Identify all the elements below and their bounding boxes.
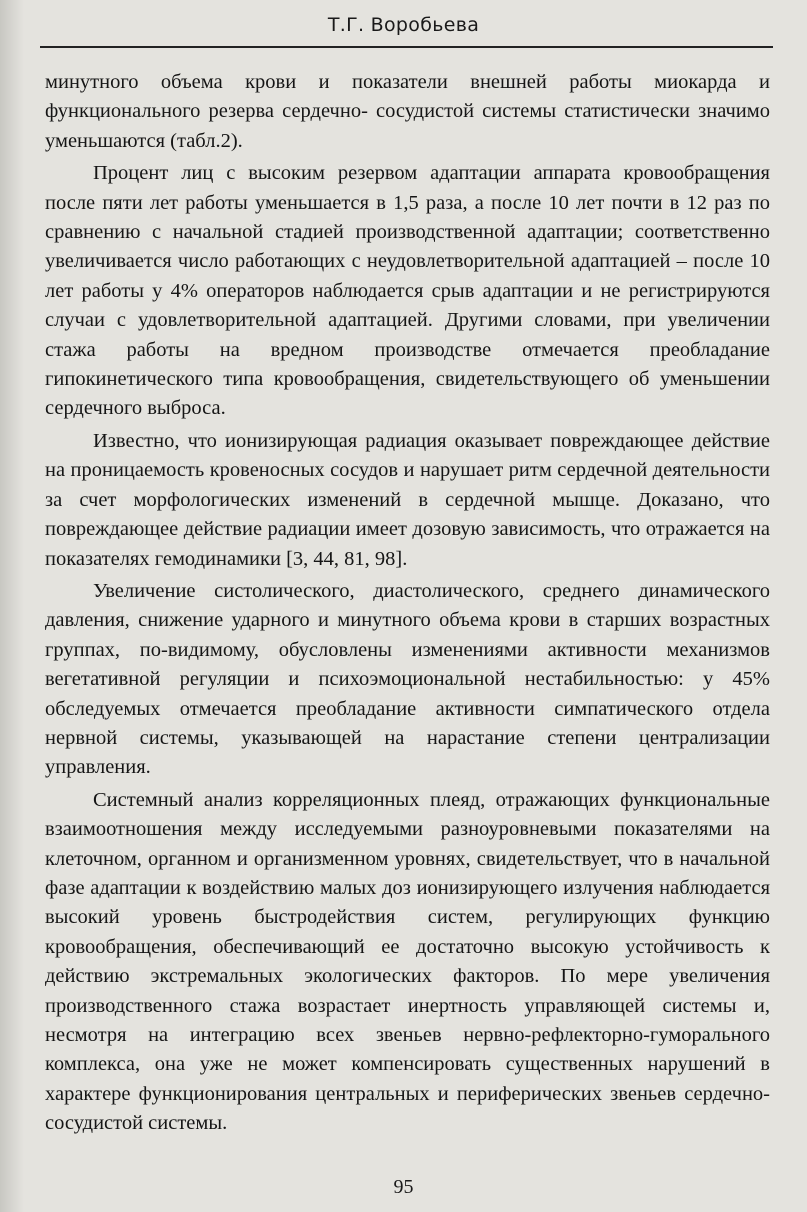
paragraph-3: Известно, что ионизирующая радиация оказывает повреждающее действие на проницаемость кровеносных сосудов и нарушает ритм сердечной деятельности за счет морфологических изменений в сердечной мышце. Доказано, что повреждающее действие радиации имеет дозовую зависимость, что отражается на показателях гемодинамики [3, 44, 81, 98]. xyxy=(45,429,770,570)
paragraph-4: Увеличение систолического, диастолического, среднего динамического давления, снижение ударного и минутного объема крови в старших возрастных группах, по-видимому, обусловлены изменениями активности механизмов вегетативной регуляции и психоэмоциональной нестабильностью: у 45% обследуемых отмечается преобладание активности симпатического отдела нервной системы, указывающей на нарастание степени централизации управления. xyxy=(45,579,770,779)
page-edge-shadow xyxy=(0,0,24,1212)
paragraph-1: минутного объема крови и показатели внешней работы миокарда и функционального резерва сердечно- сосудистой системы статистически значимо уменьшаются (табл.2). xyxy=(45,71,770,152)
paragraph-5: Системный анализ корреляционных плеяд, отражающих функциональные взаимоотношения между исследуемыми разноуровневыми показателями на клеточном, органном и организменном уровнях, свидетельствует, что в начальной фазе адаптации к воздействию малых доз ионизирующего излучения наблюдается высокий уровень быстродействия систем, регулирующих функцию кровообращения, обеспечивающий ее достаточно высокую устойчивость к действию экстремальных экологических факторов. По мере увеличения производственного стажа возрастает инертность управляющей системы и, несмотря на интеграцию всех звеньев нервно-рефлекторно-гуморального комплекса, она уже не может компенсировать существенных нарушений в характере функционирования центральных и периферических звеньев сердечнососудистой системы. xyxy=(45,788,770,1135)
paragraph-2: Процент лиц с высоким резервом адаптации аппарата кровообращения после пяти лет работы уменьшается в 1,5 раза, а после 10 лет почти в 12 раз по сравнению с начальной стадией производственной адаптации; соответственно увеличивается число работающих с неудовлетворительной адаптацией – после 10 лет работы у 4% операторов наблюдается срыв адаптации и не регистрируются случаи с удовлетворительной адаптацией. Другими словами, при увеличении стажа работы на вредном производстве отмечается преобладание гипокинетического типа кровообращения, свидетельствующего об уменьшении сердечного выброса. xyxy=(45,162,770,420)
body-text xyxy=(45,68,770,1139)
header-rule xyxy=(40,46,773,48)
page-number: 95 xyxy=(393,1176,414,1198)
running-header-author: Т.Г. Воробьева xyxy=(327,14,480,36)
